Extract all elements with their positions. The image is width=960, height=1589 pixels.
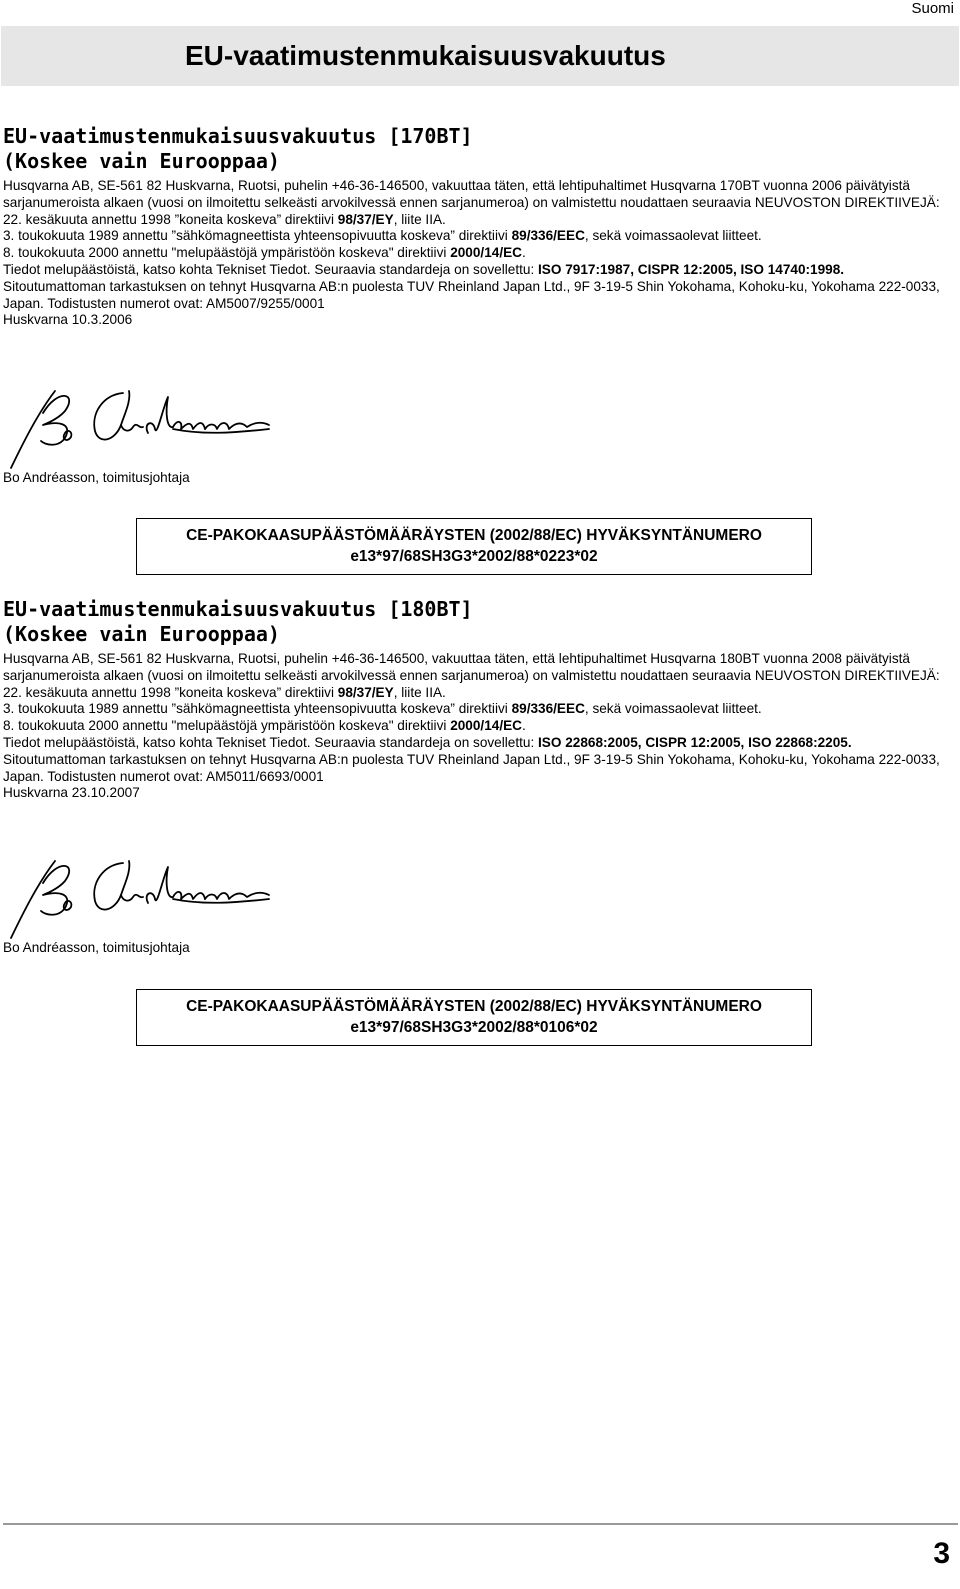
intro-text: Husqvarna AB, SE-561 82 Huskvarna, Ruotsi, puhelin +46-36-146500, vakuuttaa täten, että lehtipuhaltimet Husqvarna 180BT vuonna 2008 päivätyistä sarjanumeroista alkaen (vuosi on ilmoitettu selkeästi arvokilvessä ennen sarjanumeroa) on valmistettu noudattaen seuraavia NEUVOSTON DIREKTIIVEJÄ: [3, 651, 940, 683]
directive-machinery: 22. kesäkuuta annettu 1998 ”koneita koskeva” direktiivi 98/37/EY, liite IIA. [3, 684, 446, 700]
approval-box [136, 989, 812, 1046]
page-title: EU-vaatimustenmukaisuusvakuutus [185, 40, 666, 71]
declaration-170bt [3, 124, 953, 329]
approval-number: e13*97/68SH3G3*2002/88*0106*02 [350, 1019, 598, 1036]
declaration-180bt [3, 597, 953, 802]
declaration-body [3, 178, 953, 329]
section-subtitle: (Koskee vain Eurooppaa) [3, 622, 280, 646]
certification-text: Sitoutumattoman tarkastuksen on tehnyt Husqvarna AB:n puolesta TUV Rheinland Japan Ltd., 9F 3-19-5 Shin Yokohama, Kohoku-ku, Yokohama 222-0033, Japan. Todistusten numerot ovat: AM5011/6693/0001 [3, 751, 940, 784]
page-header [1, 26, 959, 86]
certification-text: Sitoutumattoman tarkastuksen on tehnyt Husqvarna AB:n puolesta TUV Rheinland Japan Ltd., 9F 3-19-5 Shin Yokohama, Kohoku-ku, Yokohama 222-0033, Japan. Todistusten numerot ovat: AM5007/9255/0001 [3, 278, 940, 311]
directive-noise: 8. toukokuuta 2000 annettu "melupäästöjä ympäristöön koskeva" direktiivi 2000/14/EC. [3, 245, 526, 261]
approval-label: CE-PAKOKAASUPÄÄSTÖMÄÄRÄYSTEN (2002/88/EC) HYVÄKSYNTÄNUMERO [186, 998, 762, 1015]
directive-emc: 3. toukokuuta 1989 annettu ”sähkömagneettista yhteensopivuutta koskeva” direktiivi 89/336/EEC, sekä voimassaolevat liitteet. [3, 701, 762, 717]
signer-name: Bo Andréasson, toimitusjohtaja [3, 940, 190, 955]
approval-label: CE-PAKOKAASUPÄÄSTÖMÄÄRÄYSTEN (2002/88/EC) HYVÄKSYNTÄNUMERO [186, 527, 762, 544]
directive-noise: 8. toukokuuta 2000 annettu "melupäästöjä ympäristöön koskeva" direktiivi 2000/14/EC. [3, 718, 526, 734]
page-number: 3 [933, 1537, 950, 1570]
directive-machinery: 22. kesäkuuta annettu 1998 ”koneita koskeva” direktiivi 98/37/EY, liite IIA. [3, 211, 446, 227]
approval-box [136, 518, 812, 575]
language-label: Suomi [911, 0, 954, 17]
standards-text: Tiedot melupäästöistä, katso kohta Tekniset Tiedot. Seuraavia standardeja on sovellettu: ISO 22868:2005, CISPR 12:2005, ISO 22868:2205. [3, 734, 852, 750]
place-date: Huskvarna 23.10.2007 [3, 785, 140, 801]
signature-image [3, 383, 273, 473]
standards-text: Tiedot melupäästöistä, katso kohta Tekniset Tiedot. Seuraavia standardeja on sovellettu: ISO 7917:1987, CISPR 12:2005, ISO 14740:1998. [3, 261, 845, 277]
place-date: Huskvarna 10.3.2006 [3, 312, 133, 328]
intro-text: Husqvarna AB, SE-561 82 Huskvarna, Ruotsi, puhelin +46-36-146500, vakuuttaa täten, että lehtipuhaltimet Husqvarna 170BT vuonna 2006 päivätyistä sarjanumeroista alkaen (vuosi on ilmoitettu selkeästi arvokilvessä ennen sarjanumeroa) on valmistettu noudattaen seuraavia NEUVOSTON DIREKTIIVEJÄ: [3, 178, 940, 210]
directive-emc: 3. toukokuuta 1989 annettu ”sähkömagneettista yhteensopivuutta koskeva” direktiivi 89/336/EEC, sekä voimassaolevat liitteet. [3, 228, 762, 244]
section-title: EU-vaatimustenmukaisuusvakuutus [170BT] [3, 124, 473, 148]
approval-number: e13*97/68SH3G3*2002/88*0223*02 [350, 548, 598, 565]
section-title: EU-vaatimustenmukaisuusvakuutus [180BT] [3, 597, 473, 621]
section-subtitle: (Koskee vain Eurooppaa) [3, 149, 280, 173]
signer-name: Bo Andréasson, toimitusjohtaja [3, 470, 190, 485]
signature-image [3, 853, 273, 943]
declaration-body [3, 651, 953, 802]
footer-divider [3, 1523, 958, 1525]
